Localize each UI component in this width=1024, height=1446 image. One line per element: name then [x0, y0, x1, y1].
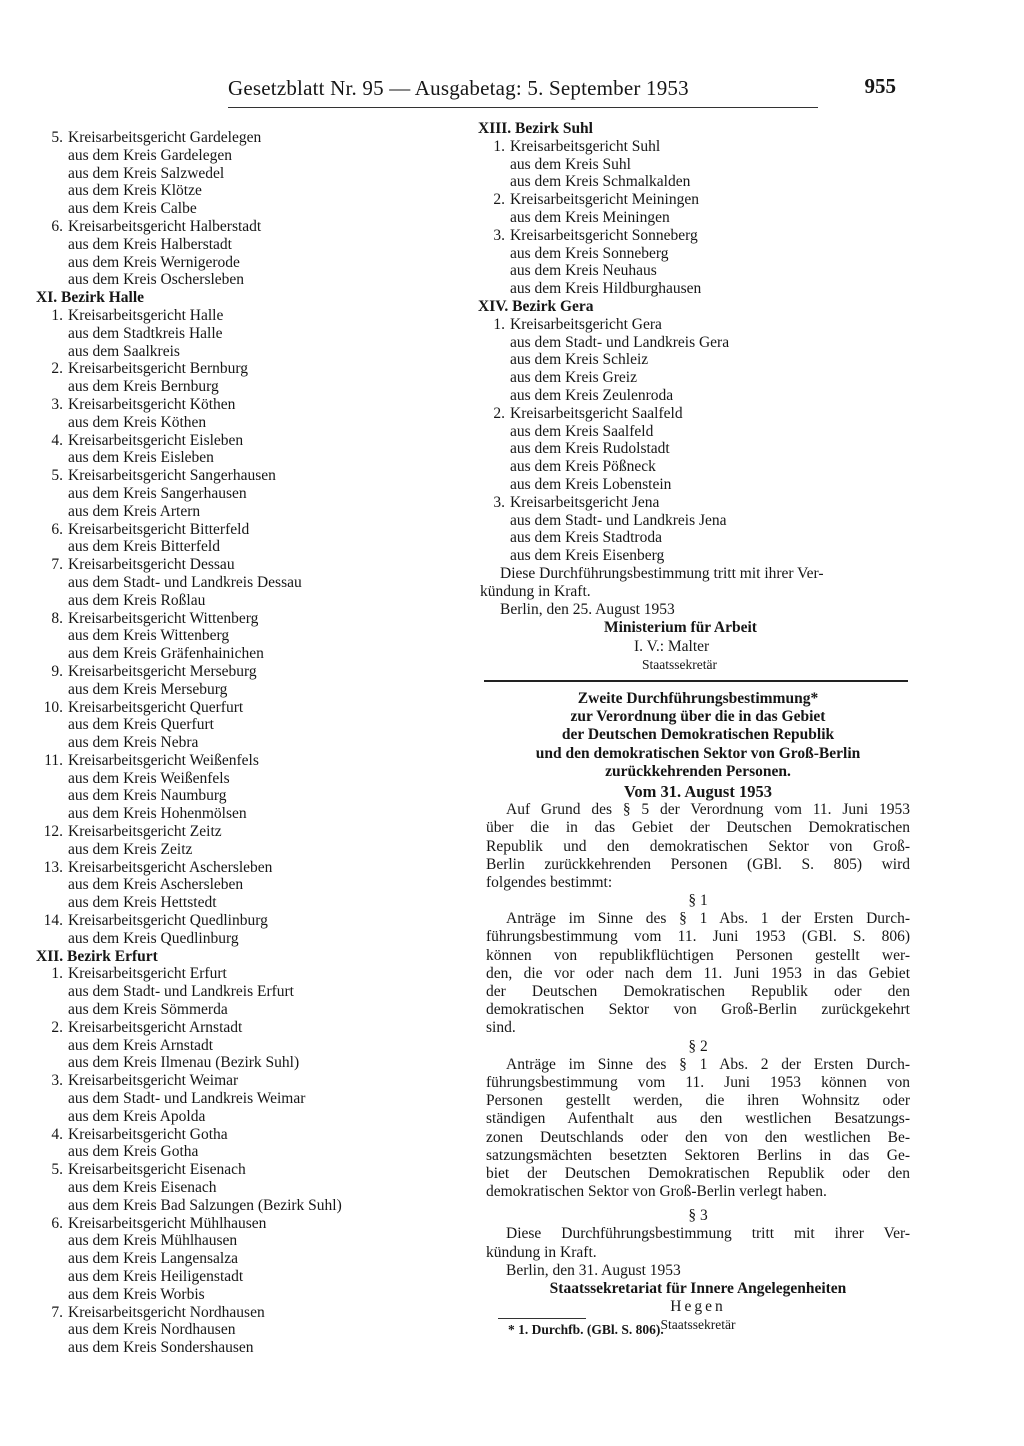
court-number: 5. — [51, 1161, 63, 1179]
section-line: können von republikflüchtigen Personen gestellt wer- — [486, 946, 910, 964]
section-line: zonen Deutschlands oder den von den westlichen Be- — [486, 1128, 910, 1146]
preamble-line: Republik und den demokratischen Sektor von Groß- — [486, 837, 910, 855]
district-entry: aus dem Saalkreis — [68, 342, 180, 360]
district-entry: aus dem Kreis Sondershausen — [68, 1339, 254, 1357]
ministry-name: Ministerium für Arbeit — [604, 619, 757, 637]
district-entry: aus dem Kreis Halberstadt — [68, 235, 232, 253]
court-entry — [36, 467, 456, 485]
district-entry: aus dem Kreis Klötze — [68, 182, 202, 200]
court-number: 12. — [43, 823, 63, 841]
court-name: Kreisarbeitsgericht Sonneberg — [510, 226, 698, 244]
section-line: demokratischen Sektor von Groß-Berlin verlegt haben. — [486, 1183, 827, 1201]
court-name: Kreisarbeitsgericht Köthen — [68, 395, 236, 413]
district-entry: aus dem Kreis Ilmenau (Bezirk Suhl) — [68, 1054, 300, 1072]
district-entry: aus dem Kreis Weißenfels — [68, 769, 230, 787]
district-entry: aus dem Kreis Sangerhausen — [68, 484, 247, 502]
district-entry: aus dem Kreis Nebra — [68, 734, 199, 752]
gazette-issue-title: Gesetzblatt Nr. 95 — Ausgabetag: 5. September 1953 — [228, 76, 689, 100]
court-entry — [36, 396, 456, 414]
district-entry: aus dem Kreis Mühlhausen — [68, 1232, 238, 1250]
district-entry: aus dem Kreis Querfurt — [68, 716, 214, 734]
court-name: Kreisarbeitsgericht Halberstadt — [68, 217, 262, 235]
bezirk-heading: XIV. Bezirk Gera — [478, 297, 594, 315]
district-entry: aus dem Kreis Eisleben — [68, 449, 214, 467]
section-line: kündung in Kraft. — [486, 1243, 597, 1261]
court-entry — [36, 912, 456, 930]
district-entry: aus dem Kreis Lobenstein — [510, 475, 672, 493]
section-2-text — [486, 1056, 910, 1202]
decree-title-line: und den demokratischen Sektor von Groß-Berlin — [535, 744, 861, 762]
right-column — [478, 120, 918, 674]
district-entry: aus dem Kreis Langensalza — [68, 1250, 239, 1268]
court-entry — [36, 859, 456, 877]
section-3-label: § 3 — [688, 1207, 708, 1225]
court-name: Kreisarbeitsgericht Nordhausen — [68, 1303, 265, 1321]
district-entry: aus dem Kreis Sömmerda — [68, 1001, 228, 1019]
court-number: 1. — [493, 137, 505, 155]
header-rule — [228, 107, 818, 108]
district-entry: aus dem Kreis Calbe — [68, 200, 197, 218]
court-name: Kreisarbeitsgericht Mühlhausen — [68, 1214, 267, 1232]
district-entry: aus dem Kreis Merseburg — [68, 680, 228, 698]
court-number: 1. — [51, 965, 63, 983]
district-entry: aus dem Kreis Schleiz — [510, 351, 649, 369]
court-number: 2. — [493, 191, 505, 209]
court-number: 7. — [51, 556, 63, 574]
court-entry — [36, 360, 456, 378]
court-entry — [36, 699, 456, 717]
section-line: Anträge im Sinne des § 1 Abs. 1 der Ersten Durch- — [506, 910, 910, 928]
section-line: führungsbestimmung vom 11. Juni 1953 können von — [486, 1073, 910, 1091]
district-entry: aus dem Kreis Artern — [68, 502, 201, 520]
district-entry: aus dem Kreis Wittenberg — [68, 627, 230, 645]
court-name: Kreisarbeitsgericht Gera — [510, 315, 662, 333]
district-entry: aus dem Kreis Wernigerode — [68, 253, 240, 271]
district-entry: aus dem Kreis Bernburg — [68, 378, 219, 396]
court-number: 7. — [51, 1303, 63, 1321]
court-number: 2. — [493, 404, 505, 422]
district-entry: aus dem Kreis Hohenmölsen — [68, 805, 247, 823]
court-name: Kreisarbeitsgericht Aschersleben — [68, 858, 273, 876]
page-header — [228, 76, 896, 106]
decree-title — [486, 690, 910, 781]
court-name: Kreisarbeitsgericht Eisenach — [68, 1161, 246, 1179]
authority-name: Staatssekretariat für Innere Angelegenheiten — [549, 1280, 847, 1297]
court-name: Kreisarbeitsgericht Zeitz — [68, 823, 222, 841]
preamble-line: über die in das Gebiet der Deutschen Demokratischen — [486, 819, 910, 837]
district-entry: aus dem Kreis Köthen — [68, 413, 207, 431]
district-entry: aus dem Kreis Eisenach — [68, 1179, 217, 1197]
district-entry: aus dem Kreis Zeitz — [68, 840, 193, 858]
district-entry: aus dem Stadt- und Landkreis Erfurt — [68, 983, 294, 1001]
court-entry — [36, 752, 456, 770]
court-name: Kreisarbeitsgericht Saalfeld — [510, 404, 683, 422]
district-entry: aus dem Kreis Quedlinburg — [68, 929, 239, 947]
court-number: 11. — [44, 751, 63, 769]
court-number: 6. — [51, 217, 63, 235]
court-name: Kreisarbeitsgericht Wittenberg — [68, 609, 259, 627]
court-name: Kreisarbeitsgericht Dessau — [68, 556, 235, 574]
footnote-rule — [498, 1318, 586, 1319]
court-number: 6. — [51, 520, 63, 538]
preamble-line: Berlin zurückkehrenden Personen (GBl. S. 805) wird — [486, 855, 910, 873]
district-entry: aus dem Kreis Pößneck — [510, 458, 656, 476]
decree-title-line: Zweite Durchführungsbestimmung* — [577, 690, 819, 707]
district-entry: aus dem Kreis Stadtroda — [510, 529, 662, 547]
court-name: Kreisarbeitsgericht Meiningen — [510, 191, 699, 209]
court-number: 1. — [493, 315, 505, 333]
section-line: ständigen Aufenthalt aus den westlichen Besatzungs- — [486, 1110, 910, 1128]
signer-title: Staatssekretär — [660, 1317, 736, 1333]
section-2-label: § 2 — [688, 1037, 708, 1055]
section-line: biet der Deutschen Demokratischen Republik oder den — [486, 1164, 910, 1182]
court-entry — [36, 1215, 456, 1233]
district-entry: aus dem Kreis Gotha — [68, 1143, 199, 1161]
district-entry: aus dem Stadt- und Landkreis Gera — [510, 333, 730, 351]
court-entry — [36, 965, 456, 983]
court-name: Kreisarbeitsgericht Bernburg — [68, 360, 249, 378]
bezirk-heading: XII. Bezirk Erfurt — [36, 947, 158, 965]
court-entry — [478, 227, 918, 245]
district-entry: aus dem Kreis Aschersleben — [68, 876, 244, 894]
court-entry — [36, 663, 456, 681]
district-entry: aus dem Kreis Greiz — [510, 369, 637, 387]
decree-title-line: zur Verordnung über die in das Gebiet — [570, 708, 826, 726]
district-entry: aus dem Kreis Hildburghausen — [510, 280, 702, 298]
court-number: 4. — [51, 431, 63, 449]
court-entry — [36, 521, 456, 539]
district-entry: aus dem Kreis Eisenberg — [510, 547, 665, 565]
court-entry — [36, 823, 456, 841]
court-name: Kreisarbeitsgericht Querfurt — [68, 698, 244, 716]
district-entry: aus dem Kreis Worbis — [68, 1285, 205, 1303]
district-entry: aus dem Kreis Apolda — [68, 1107, 206, 1125]
court-entry — [36, 1019, 456, 1037]
district-entry: aus dem Kreis Roßlau — [68, 591, 206, 609]
court-number: 9. — [51, 662, 63, 680]
court-name: Kreisarbeitsgericht Gotha — [68, 1125, 228, 1143]
decree-title-line: der Deutschen Demokratischen Republik — [561, 726, 835, 744]
section-line: Anträge im Sinne des § 1 Abs. 2 der Ersten Durch- — [506, 1055, 910, 1073]
court-entry — [36, 218, 456, 236]
court-entry — [478, 494, 918, 512]
bezirk-heading: XI. Bezirk Halle — [36, 289, 145, 307]
court-entry — [36, 610, 456, 628]
court-entry — [36, 129, 456, 147]
preamble-line: Auf Grund des § 5 der Verordnung vom 11. Juni 1953 — [506, 801, 910, 819]
second-decree — [486, 690, 910, 1335]
decree-title-line: zurückkehrenden Personen. — [605, 762, 791, 780]
court-number: 8. — [51, 609, 63, 627]
district-entry: aus dem Kreis Gardelegen — [68, 146, 232, 164]
district-entry: aus dem Kreis Gräfenhainichen — [68, 645, 264, 663]
section-line: sind. — [486, 1019, 516, 1037]
section-line: der Deutschen Demokratischen Republik oder den — [486, 983, 910, 1000]
court-name: Kreisarbeitsgericht Merseburg — [68, 662, 257, 680]
section-line: satzungsmächten besetzten Sektoren Berlins in das Ge- — [486, 1146, 910, 1164]
court-number: 3. — [51, 395, 63, 413]
section-line: führungsbestimmung vom 11. Juni 1953 (GBl. S. 806) — [486, 928, 910, 946]
court-entry — [36, 1072, 456, 1090]
place-date: Berlin, den 31. August 1953 — [506, 1261, 681, 1279]
court-entry — [478, 405, 918, 423]
footnote: * 1. Durchfb. (GBl. S. 806). — [508, 1322, 664, 1337]
district-entry: aus dem Kreis Salzwedel — [68, 164, 225, 182]
court-entry — [478, 191, 918, 209]
court-entry — [478, 316, 918, 334]
district-entry: aus dem Kreis Bitterfeld — [68, 538, 220, 556]
district-entry: aus dem Kreis Bad Salzungen (Bezirk Suhl) — [68, 1196, 342, 1214]
bezirk-heading: XIII. Bezirk Suhl — [478, 120, 593, 137]
page-number: 955 — [864, 74, 896, 98]
decree-date: Vom 31. August 1953 — [624, 781, 772, 801]
district-entry: aus dem Kreis Arnstadt — [68, 1036, 214, 1054]
court-name: Kreisarbeitsgericht Gardelegen — [68, 129, 262, 146]
section-1-label: § 1 — [688, 892, 708, 910]
court-entry — [36, 1126, 456, 1144]
signer-name: Hegen — [670, 1298, 726, 1316]
preamble — [486, 801, 910, 892]
first-decree-close — [478, 565, 918, 674]
court-number: 3. — [493, 493, 505, 511]
district-entry: aus dem Kreis Nordhausen — [68, 1321, 236, 1339]
district-entry: aus dem Kreis Saalfeld — [510, 422, 654, 440]
section-3-text — [486, 1225, 910, 1261]
court-number: 2. — [51, 1018, 63, 1036]
court-name: Kreisarbeitsgericht Eisleben — [68, 431, 244, 449]
court-number: 4. — [51, 1125, 63, 1143]
court-number: 5. — [51, 467, 63, 485]
court-name: Kreisarbeitsgericht Bitterfeld — [68, 520, 250, 538]
district-entry: aus dem Stadt- und Landkreis Jena — [510, 511, 727, 529]
district-entry: aus dem Kreis Heiligenstadt — [68, 1268, 244, 1285]
preamble-line: folgendes bestimmt: — [486, 873, 613, 891]
court-entry — [36, 1161, 456, 1179]
court-number: 1. — [51, 306, 63, 324]
court-entry — [36, 556, 456, 574]
signer-name: I. V.: Malter — [634, 637, 710, 655]
court-list-continued — [478, 120, 918, 565]
court-number: 13. — [43, 858, 63, 876]
court-entry — [36, 1304, 456, 1322]
court-name: Kreisarbeitsgericht Suhl — [510, 137, 661, 155]
court-name: Kreisarbeitsgericht Jena — [510, 493, 660, 511]
effective-clause-line: kündung in Kraft. — [480, 583, 591, 601]
district-entry: aus dem Stadt- und Landkreis Dessau — [68, 573, 302, 591]
court-name: Kreisarbeitsgericht Weimar — [68, 1072, 239, 1090]
signer-title: Staatssekretär — [642, 656, 717, 672]
district-entry: aus dem Kreis Rudolstadt — [510, 440, 670, 458]
district-entry: aus dem Kreis Schmalkalden — [510, 173, 691, 191]
court-number: 2. — [51, 360, 63, 378]
district-entry: aus dem Kreis Zeulenroda — [510, 386, 674, 404]
district-entry: aus dem Kreis Meiningen — [510, 208, 670, 226]
court-name: Kreisarbeitsgericht Arnstadt — [68, 1018, 243, 1036]
district-entry: aus dem Kreis Suhl — [510, 155, 631, 173]
court-name: Kreisarbeitsgericht Sangerhausen — [68, 467, 276, 485]
district-entry: aus dem Kreis Oschersleben — [68, 271, 245, 289]
court-number: 10. — [43, 698, 63, 716]
section-divider — [484, 680, 908, 682]
court-number: 5. — [51, 129, 63, 146]
court-name: Kreisarbeitsgericht Quedlinburg — [68, 912, 268, 930]
court-number: 3. — [493, 226, 505, 244]
court-name: Kreisarbeitsgericht Halle — [68, 306, 224, 324]
left-column — [36, 129, 456, 1357]
section-line: demokratischen Sektor von Groß-Berlin zurückgekehrt — [486, 1001, 910, 1019]
district-entry: aus dem Kreis Hettstedt — [68, 894, 217, 912]
section-line: Diese Durchführungsbestimmung tritt mit ihrer Ver- — [506, 1225, 910, 1243]
district-entry: aus dem Kreis Naumburg — [68, 787, 227, 805]
court-entry — [36, 307, 456, 325]
court-name: Kreisarbeitsgericht Weißenfels — [68, 751, 259, 769]
district-entry: aus dem Kreis Neuhaus — [510, 262, 657, 280]
court-number: 3. — [51, 1072, 63, 1090]
court-number: 6. — [51, 1214, 63, 1232]
court-entry — [36, 432, 456, 450]
court-entry — [478, 138, 918, 156]
section-line: Personen gestellt werden, die ihren Wohnsitz oder — [486, 1092, 910, 1110]
section-line: den, die vor oder nach dem 11. Juni 1953 in das Gebiet — [486, 964, 910, 982]
place-date: Berlin, den 25. August 1953 — [500, 601, 675, 619]
court-number: 14. — [43, 912, 63, 930]
court-name: Kreisarbeitsgericht Erfurt — [68, 965, 227, 983]
section-1-text — [486, 910, 910, 1037]
district-entry: aus dem Stadtkreis Halle — [68, 324, 223, 342]
effective-clause-line: Diese Durchführungsbestimmung tritt mit ihrer Ver- — [500, 564, 824, 582]
district-entry: aus dem Kreis Sonneberg — [510, 244, 669, 262]
district-entry: aus dem Stadt- und Landkreis Weimar — [68, 1090, 306, 1108]
